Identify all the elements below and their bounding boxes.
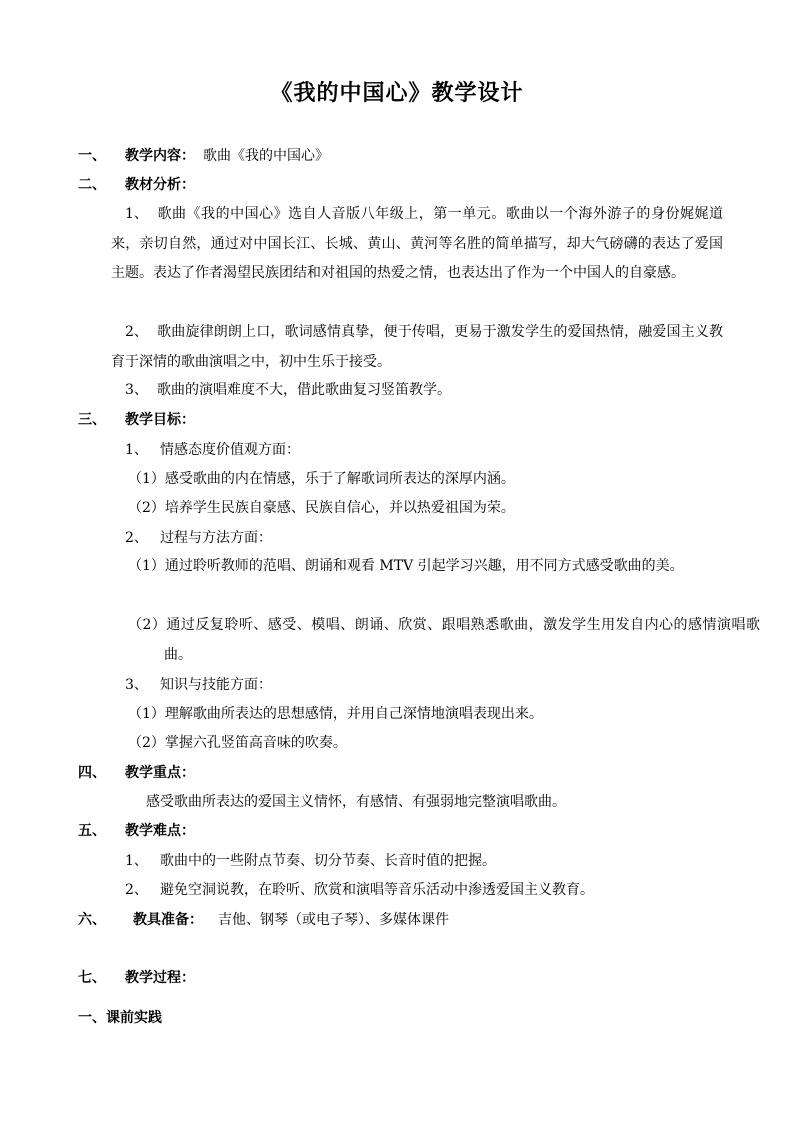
- analysis-item-3-text: 歌曲的演唱难度不大，借此歌曲复习竖笛教学。: [157, 382, 451, 398]
- analysis-item-1: [111, 200, 723, 289]
- goal-1-item-1: （1）感受歌曲的内在情感，乐于了解歌词所表达的深厚内涵。: [128, 471, 515, 487]
- difficulty-2-number: 2、: [125, 882, 148, 898]
- section-6-text: 吉他、钢琴（或电子琴）、多媒体课件: [218, 912, 449, 928]
- section-2-number: 二、: [78, 177, 106, 193]
- section-3-number: 三、: [78, 412, 106, 428]
- analysis-item-2-text: 歌曲旋律朗朗上口，歌词感情真挚，便于传唱，更易于激发学生的爱国热情，融爱国主义教育于深情的歌曲演唱之中，初中生乐于接受。: [111, 324, 723, 370]
- section-3-heading: 教学目标：: [125, 412, 195, 428]
- goal-2-item-1: （1）通过聆听教师的范唱、朗诵和观看 MTV 引起学习兴趣，用不同方式感受歌曲的美。: [128, 558, 684, 574]
- goal-3-item-2: （2）掌握六孔竖笛高音味的吹奏。: [128, 735, 347, 751]
- section-1-number: 一、: [78, 148, 106, 164]
- difficulty-1-text: 歌曲中的一些附点节奏、切分节奏、长音时值的把握。: [160, 853, 496, 869]
- analysis-item-3: [111, 376, 723, 406]
- analysis-item-1-text: 歌曲《我的中国心》选自人音版八年级上，第一单元。歌曲以一个海外游子的身份娓娓道来，亲切自然，通过对中国长江、长城、黄山、黄河等名胜的简单描写，却大气磅礴的表达了爱国主题。表达了作者渴望民族团结和对祖国的热爱之情，也表达出了作为一个中国人的自豪感。: [111, 206, 723, 282]
- analysis-item-2-number: 2、: [125, 324, 148, 340]
- analysis-item-3-number: 3、: [125, 382, 148, 398]
- goal-1-number: 1、: [125, 442, 148, 458]
- goal-2-item-2: （2）通过反复聆听、感受、模唱、朗诵、欣赏、跟唱熟悉歌曲，激发学生用发自内心的感情演唱歌曲。: [128, 617, 760, 663]
- goal-3-heading: 知识与技能方面：: [160, 677, 272, 693]
- section-4-number: 四、: [78, 765, 106, 781]
- goal-1-item-2: （2）培养学生民族自豪感、民族自信心，并以热爱祖国为荣。: [128, 500, 515, 516]
- section-6-heading: 教具准备：: [133, 912, 203, 928]
- key-point-text: 感受歌曲所表达的爱国主义情怀，有感情、有强弱地完整演唱歌曲。: [146, 794, 566, 810]
- section-6-number: 六、: [78, 912, 106, 928]
- pre-class-practice-heading: 一、课前实践: [78, 1010, 162, 1026]
- goal-1-heading: 情感态度价值观方面：: [160, 442, 300, 458]
- goal-2-number: 2、: [125, 530, 148, 546]
- section-4-heading: 教学重点：: [125, 765, 195, 781]
- section-5-number: 五、: [78, 823, 106, 839]
- difficulty-2-text: 避免空洞说教，在聆听、欣赏和演唱等音乐活动中渗透爱国主义教育。: [160, 882, 594, 898]
- section-5-heading: 教学难点：: [125, 823, 195, 839]
- section-7-heading: 教学过程：: [125, 970, 195, 986]
- analysis-item-2: [111, 318, 723, 377]
- goal-2-heading: 过程与方法方面：: [160, 530, 272, 546]
- section-2-heading: 教材分析：: [125, 177, 195, 193]
- section-7-number: 七、: [78, 970, 106, 986]
- document-title: 《我的中国心》教学设计: [270, 80, 524, 106]
- difficulty-1-number: 1、: [125, 853, 148, 869]
- goal-3-item-1: （1）理解歌曲所表达的思想感情，并用自己深情地演唱表现出来。: [128, 706, 543, 722]
- analysis-item-1-number: 1、: [125, 206, 148, 222]
- section-1-heading: 教学内容：: [125, 148, 195, 164]
- section-1-text: 歌曲《我的中国心》: [203, 148, 329, 164]
- goal-3-number: 3、: [125, 677, 148, 693]
